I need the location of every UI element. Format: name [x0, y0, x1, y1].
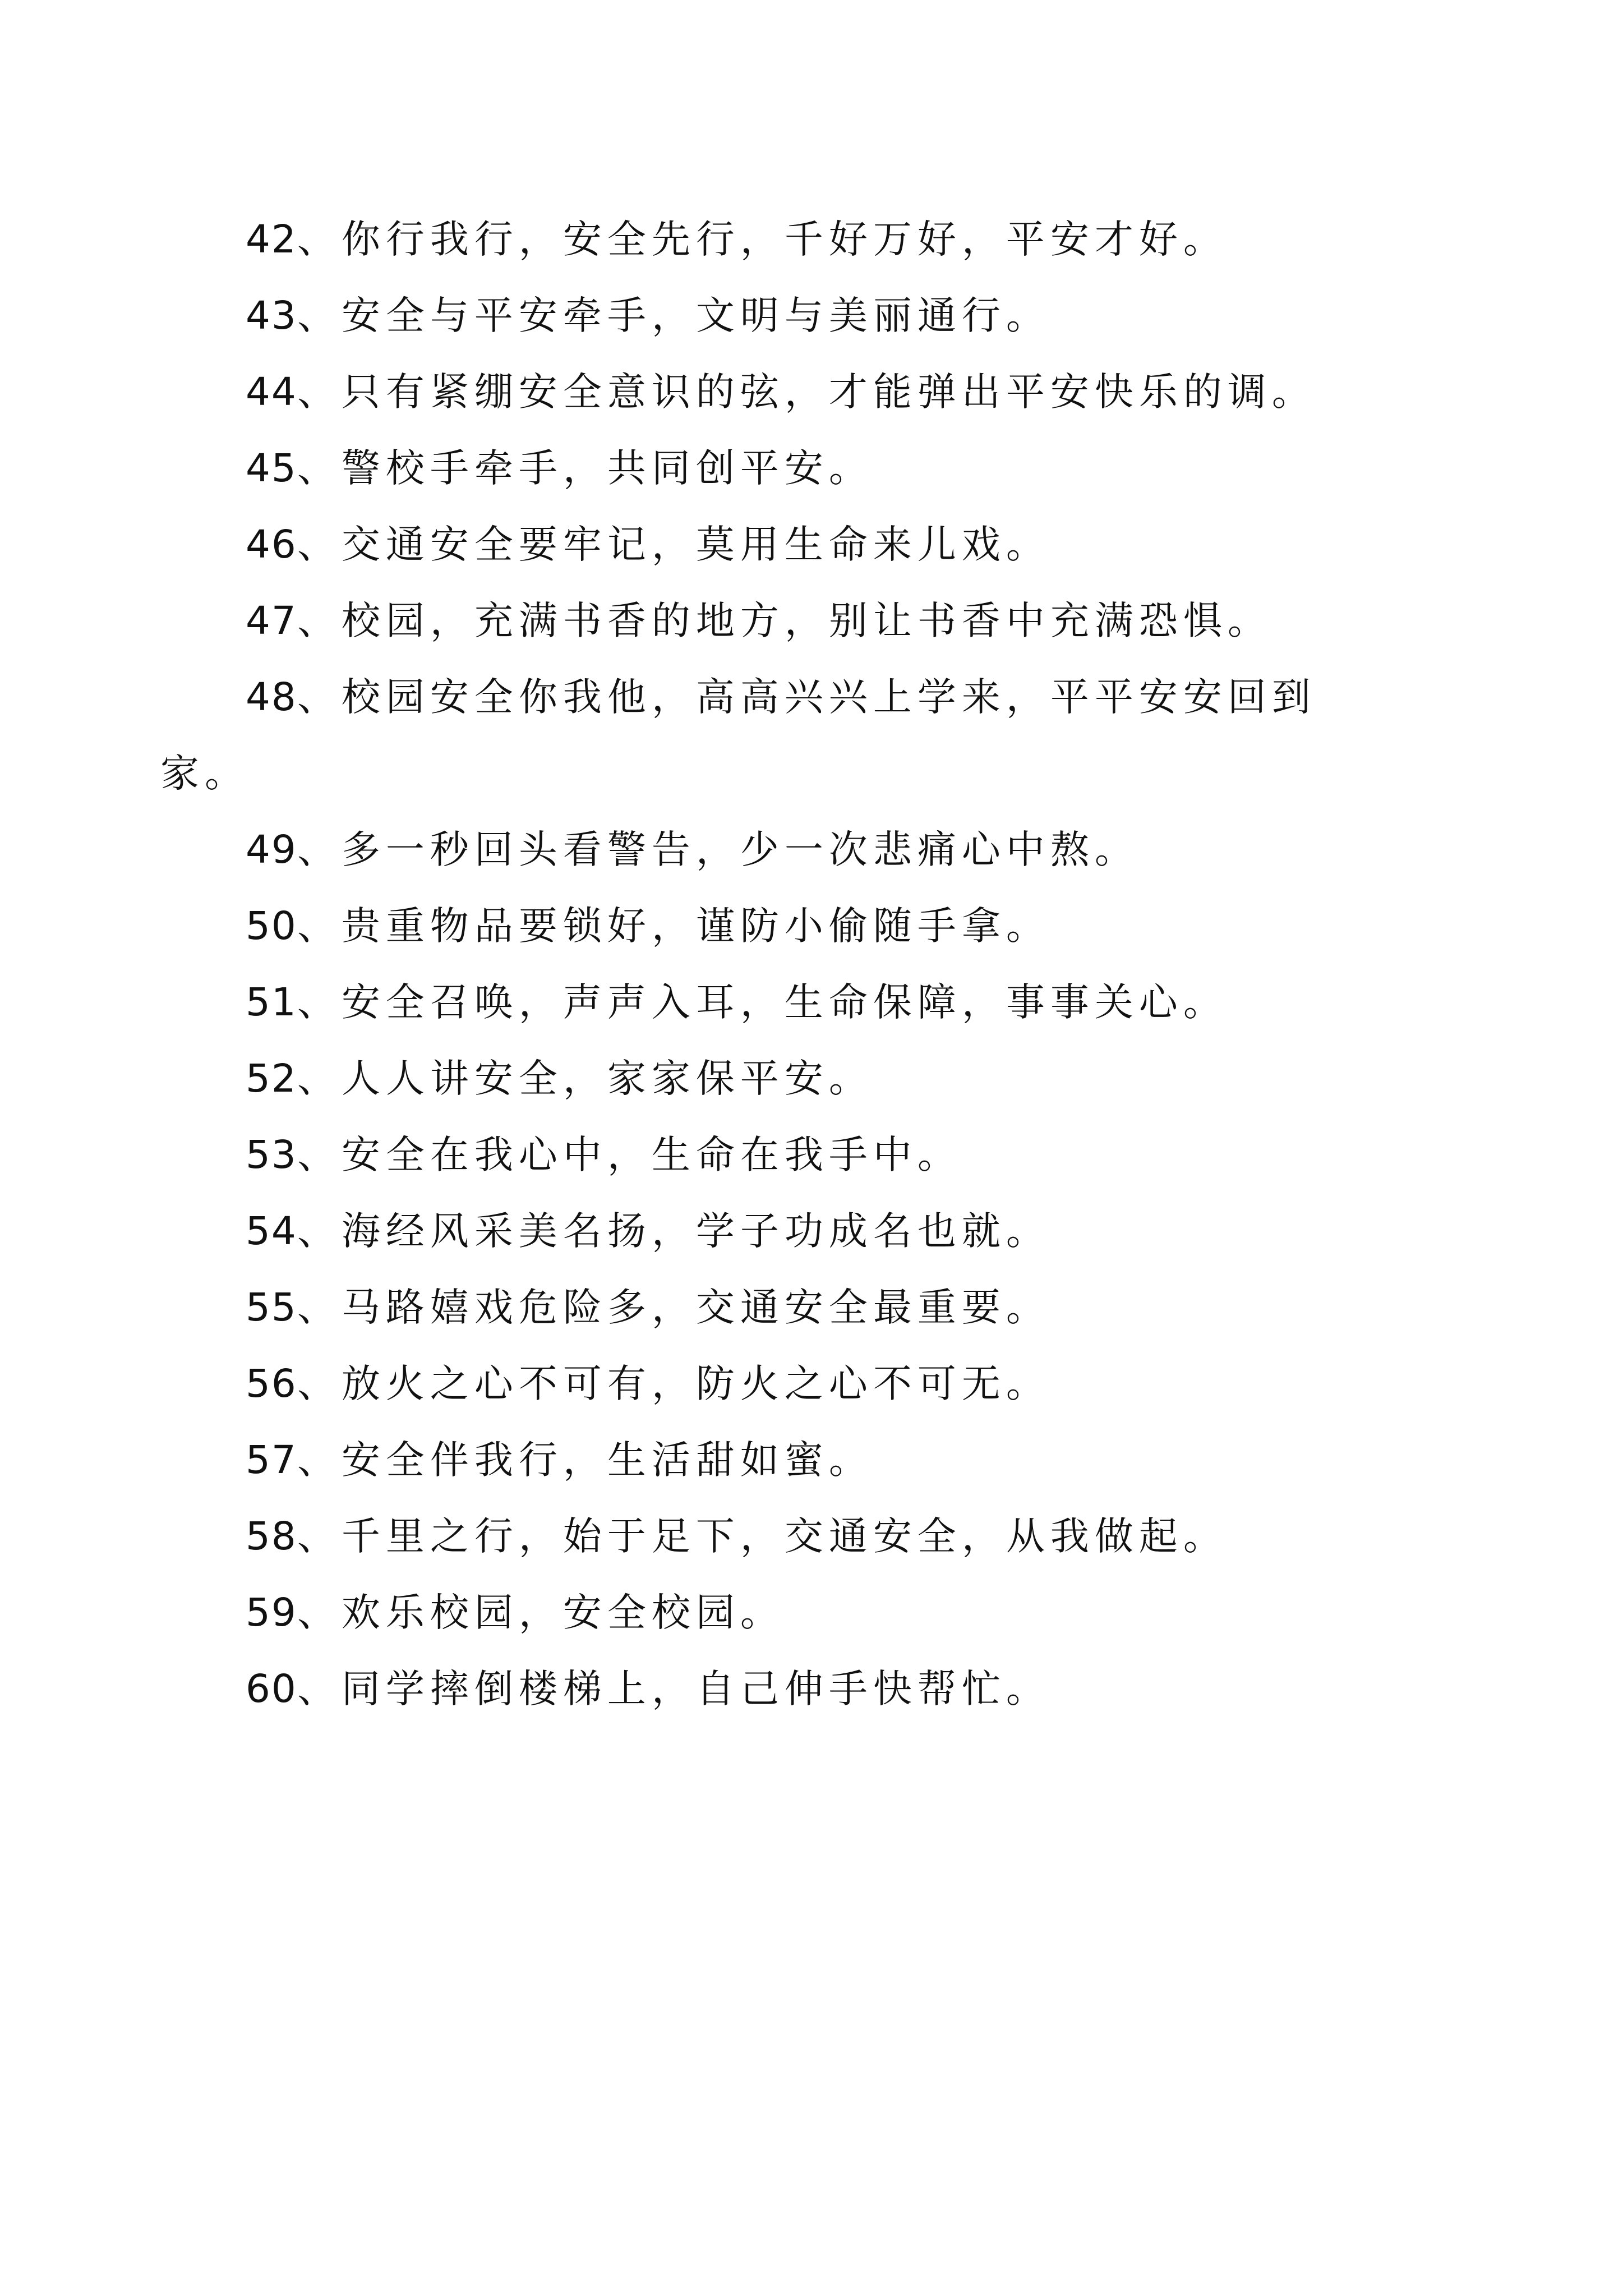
slogan-line-57 [246, 1435, 873, 1485]
slogan-text: 、贵重物品要锁好，谨防小偷随手拿。 [297, 904, 1050, 949]
slogan-line-54 [246, 1206, 1050, 1257]
slogan-number: 58 [246, 1514, 297, 1559]
slogan-line-56 [246, 1359, 1050, 1409]
slogan-text: 、欢乐校园，安全校园。 [297, 1590, 785, 1635]
slogan-line-58 [246, 1511, 1228, 1562]
slogan-text: 、校园，充满书香的地方，别让书香中充满恐惧。 [297, 599, 1272, 643]
slogan-text: 、警校手牵手，共同创平安。 [297, 446, 873, 491]
slogan-line-52 [246, 1053, 873, 1104]
slogan-line-47 [246, 596, 1272, 646]
slogan-line-44 [246, 367, 1316, 417]
slogan-text: 、同学摔倒楼梯上，自己伸手快帮忙。 [297, 1667, 1050, 1711]
slogan-line-59 [246, 1588, 785, 1638]
slogan-number: 59 [246, 1590, 297, 1635]
slogan-number: 52 [246, 1056, 297, 1101]
slogan-line-45 [246, 443, 873, 494]
slogan-text: 、只有紧绷安全意识的弦，才能弹出平安快乐的调。 [297, 370, 1316, 415]
slogan-line-53 [246, 1130, 962, 1180]
slogan-number: 60 [246, 1667, 297, 1711]
slogan-line-50 [246, 901, 1050, 951]
slogan-number: 55 [246, 1285, 297, 1330]
slogan-text: 、多一秒回头看警告，少一次悲痛心中熬。 [297, 827, 1139, 872]
slogan-line-46 [246, 519, 1050, 570]
slogan-number: 50 [246, 904, 297, 949]
slogan-text: 、安全在我心中，生命在我手中。 [297, 1133, 962, 1177]
slogan-number: 45 [246, 446, 297, 491]
slogan-line-48 [246, 672, 1316, 723]
slogan-line-55 [246, 1282, 1050, 1333]
slogan-number: 57 [246, 1438, 297, 1483]
slogan-number: 46 [246, 522, 297, 567]
slogan-text: 、安全与平安牵手，文明与美丽通行。 [297, 293, 1050, 338]
slogan-line-42 [246, 214, 1228, 265]
slogan-text: 、人人讲安全，家家保平安。 [297, 1056, 873, 1101]
slogan-text: 、交通安全要牢记，莫用生命来儿戏。 [297, 522, 1050, 567]
slogan-text: 、你行我行，安全先行，千好万好，平安才好。 [297, 217, 1228, 262]
slogan-text: 、马路嬉戏危险多，交通安全最重要。 [297, 1285, 1050, 1330]
slogan-number: 44 [246, 370, 297, 415]
slogan-line-51 [246, 977, 1228, 1028]
slogan-text: 、安全伴我行，生活甜如蜜。 [297, 1438, 873, 1483]
slogan-text: 、海经风采美名扬，学子功成名也就。 [297, 1209, 1050, 1254]
slogan-text: 家。 [160, 751, 249, 796]
slogan-number: 42 [246, 217, 297, 262]
slogan-number: 54 [246, 1209, 297, 1254]
slogan-number: 47 [246, 599, 297, 643]
slogan-number: 48 [246, 675, 297, 720]
slogan-text: 、放火之心不可有，防火之心不可无。 [297, 1361, 1050, 1406]
slogan-number: 56 [246, 1361, 297, 1406]
slogan-line-60 [246, 1664, 1050, 1714]
slogan-number: 49 [246, 827, 297, 872]
slogan-text: 、校园安全你我他，高高兴兴上学来，平平安安回到 [297, 675, 1316, 720]
slogan-text: 、安全召唤，声声入耳，生命保障，事事关心。 [297, 980, 1228, 1025]
slogan-number: 53 [246, 1133, 297, 1177]
slogan-line-43 [246, 291, 1050, 341]
slogan-line-48-continued [160, 748, 249, 799]
slogan-number: 43 [246, 293, 297, 338]
slogan-line-49 [246, 825, 1139, 875]
slogan-text: 、千里之行，始于足下，交通安全，从我做起。 [297, 1514, 1228, 1559]
slogan-number: 51 [246, 980, 297, 1025]
